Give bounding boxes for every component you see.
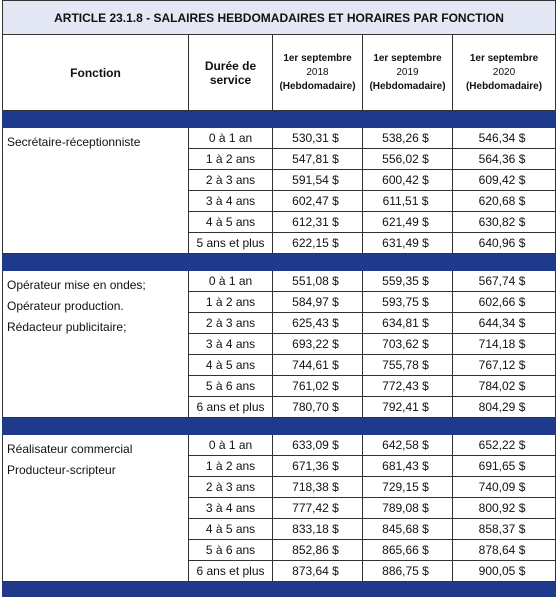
salary-cell: 622,15 $ xyxy=(273,233,363,254)
salary-cell: 833,18 $ xyxy=(273,519,363,540)
salary-cell: 792,41 $ xyxy=(363,397,453,418)
salary-cell: 873,64 $ xyxy=(273,561,363,582)
duration-cell: 5 à 6 ans xyxy=(189,540,273,561)
salary-cell: 671,36 $ xyxy=(273,456,363,477)
duration-cell: 2 à 3 ans xyxy=(189,477,273,498)
function-cell xyxy=(3,435,189,582)
salary-cell: 584,97 $ xyxy=(273,292,363,313)
duration-cell: 2 à 3 ans xyxy=(189,170,273,191)
salary-cell: 621,49 $ xyxy=(363,212,453,233)
salary-cell: 761,02 $ xyxy=(273,376,363,397)
salary-cell: 703,62 $ xyxy=(363,334,453,355)
salary-cell: 530,31 $ xyxy=(273,128,363,149)
function-cell xyxy=(3,128,189,254)
duration-cell: 0 à 1 an xyxy=(189,435,273,456)
salary-cell: 800,92 $ xyxy=(453,498,556,519)
section-separator xyxy=(3,254,556,271)
salary-cell: 681,43 $ xyxy=(363,456,453,477)
salary-cell: 767,12 $ xyxy=(453,355,556,376)
table-row xyxy=(3,128,556,149)
salary-cell: 845,68 $ xyxy=(363,519,453,540)
salary-cell: 634,81 $ xyxy=(363,313,453,334)
table-title: ARTICLE 23.1.8 - SALAIRES HEBDOMADAIRES ET HORAIRES PAR FONCTION xyxy=(3,1,556,35)
duration-cell: 1 à 2 ans xyxy=(189,456,273,477)
salary-cell: 630,82 $ xyxy=(453,212,556,233)
salary-cell: 546,34 $ xyxy=(453,128,556,149)
duration-cell: 0 à 1 an xyxy=(189,271,273,292)
function-label: Opérateur production. xyxy=(7,299,124,313)
salary-cell: 547,81 $ xyxy=(273,149,363,170)
duration-cell: 4 à 5 ans xyxy=(189,355,273,376)
salary-cell: 612,31 $ xyxy=(273,212,363,233)
salary-cell: 567,74 $ xyxy=(453,271,556,292)
salary-cell: 642,58 $ xyxy=(363,435,453,456)
salary-cell: 772,43 $ xyxy=(363,376,453,397)
section-separator xyxy=(3,111,556,128)
duration-cell: 4 à 5 ans xyxy=(189,212,273,233)
salary-cell: 559,35 $ xyxy=(363,271,453,292)
salary-cell: 633,09 $ xyxy=(273,435,363,456)
duration-cell: 3 à 4 ans xyxy=(189,334,273,355)
salary-cell: 564,36 $ xyxy=(453,149,556,170)
salary-cell: 784,02 $ xyxy=(453,376,556,397)
salary-cell: 593,75 $ xyxy=(363,292,453,313)
duration-cell: 6 ans et plus xyxy=(189,397,273,418)
duration-cell: 6 ans et plus xyxy=(189,561,273,582)
function-label: Réalisateur commercial xyxy=(7,442,133,456)
duration-cell: 3 à 4 ans xyxy=(189,191,273,212)
duration-cell: 3 à 4 ans xyxy=(189,498,273,519)
duration-cell: 1 à 2 ans xyxy=(189,292,273,313)
salary-cell: 591,54 $ xyxy=(273,170,363,191)
header-duree: Durée de service xyxy=(189,35,273,111)
header-year-2019: 1er septembre 2019 (Hebdomadaire) xyxy=(363,35,453,111)
salary-cell: 538,26 $ xyxy=(363,128,453,149)
section-separator xyxy=(3,418,556,435)
header-year-2018: 1er septembre 2018 (Hebdomadaire) xyxy=(273,35,363,111)
salary-cell: 852,86 $ xyxy=(273,540,363,561)
salary-cell: 900,05 $ xyxy=(453,561,556,582)
salary-cell: 777,42 $ xyxy=(273,498,363,519)
function-label: Rédacteur publicitaire; xyxy=(7,320,127,334)
salary-cell: 691,65 $ xyxy=(453,456,556,477)
salary-cell: 611,51 $ xyxy=(363,191,453,212)
table-row xyxy=(3,435,556,456)
salary-cell: 556,02 $ xyxy=(363,149,453,170)
function-label: Secrétaire-réceptionniste xyxy=(7,135,141,149)
salary-cell: 625,43 $ xyxy=(273,313,363,334)
salary-cell: 652,22 $ xyxy=(453,435,556,456)
header-year-2020: 1er septembre 2020 (Hebdomadaire) xyxy=(453,35,556,111)
salary-cell: 729,15 $ xyxy=(363,477,453,498)
table-row xyxy=(3,271,556,292)
salary-cell: 858,37 $ xyxy=(453,519,556,540)
salary-cell: 755,78 $ xyxy=(363,355,453,376)
salary-cell: 780,70 $ xyxy=(273,397,363,418)
header-fonction: Fonction xyxy=(3,35,189,111)
salary-cell: 602,66 $ xyxy=(453,292,556,313)
salary-cell: 620,68 $ xyxy=(453,191,556,212)
duration-cell: 1 à 2 ans xyxy=(189,149,273,170)
salary-cell: 878,64 $ xyxy=(453,540,556,561)
salary-cell: 551,08 $ xyxy=(273,271,363,292)
salary-cell: 744,61 $ xyxy=(273,355,363,376)
salary-cell: 644,34 $ xyxy=(453,313,556,334)
function-label: Producteur-scripteur xyxy=(7,463,116,477)
salary-cell: 609,42 $ xyxy=(453,170,556,191)
salary-cell: 718,38 $ xyxy=(273,477,363,498)
function-cell xyxy=(3,271,189,418)
duration-cell: 2 à 3 ans xyxy=(189,313,273,334)
salary-cell: 789,08 $ xyxy=(363,498,453,519)
salary-cell: 640,96 $ xyxy=(453,233,556,254)
salary-cell: 804,29 $ xyxy=(453,397,556,418)
bottom-band xyxy=(3,582,556,597)
salary-cell: 714,18 $ xyxy=(453,334,556,355)
salary-cell: 602,47 $ xyxy=(273,191,363,212)
salary-table xyxy=(2,0,556,597)
duration-cell: 5 ans et plus xyxy=(189,233,273,254)
salary-cell: 886,75 $ xyxy=(363,561,453,582)
salary-cell: 600,42 $ xyxy=(363,170,453,191)
salary-cell: 693,22 $ xyxy=(273,334,363,355)
function-label: Opérateur mise en ondes; xyxy=(7,278,146,292)
salary-cell: 631,49 $ xyxy=(363,233,453,254)
salary-cell: 865,66 $ xyxy=(363,540,453,561)
duration-cell: 5 à 6 ans xyxy=(189,376,273,397)
salary-cell: 740,09 $ xyxy=(453,477,556,498)
duration-cell: 0 à 1 an xyxy=(189,128,273,149)
duration-cell: 4 à 5 ans xyxy=(189,519,273,540)
